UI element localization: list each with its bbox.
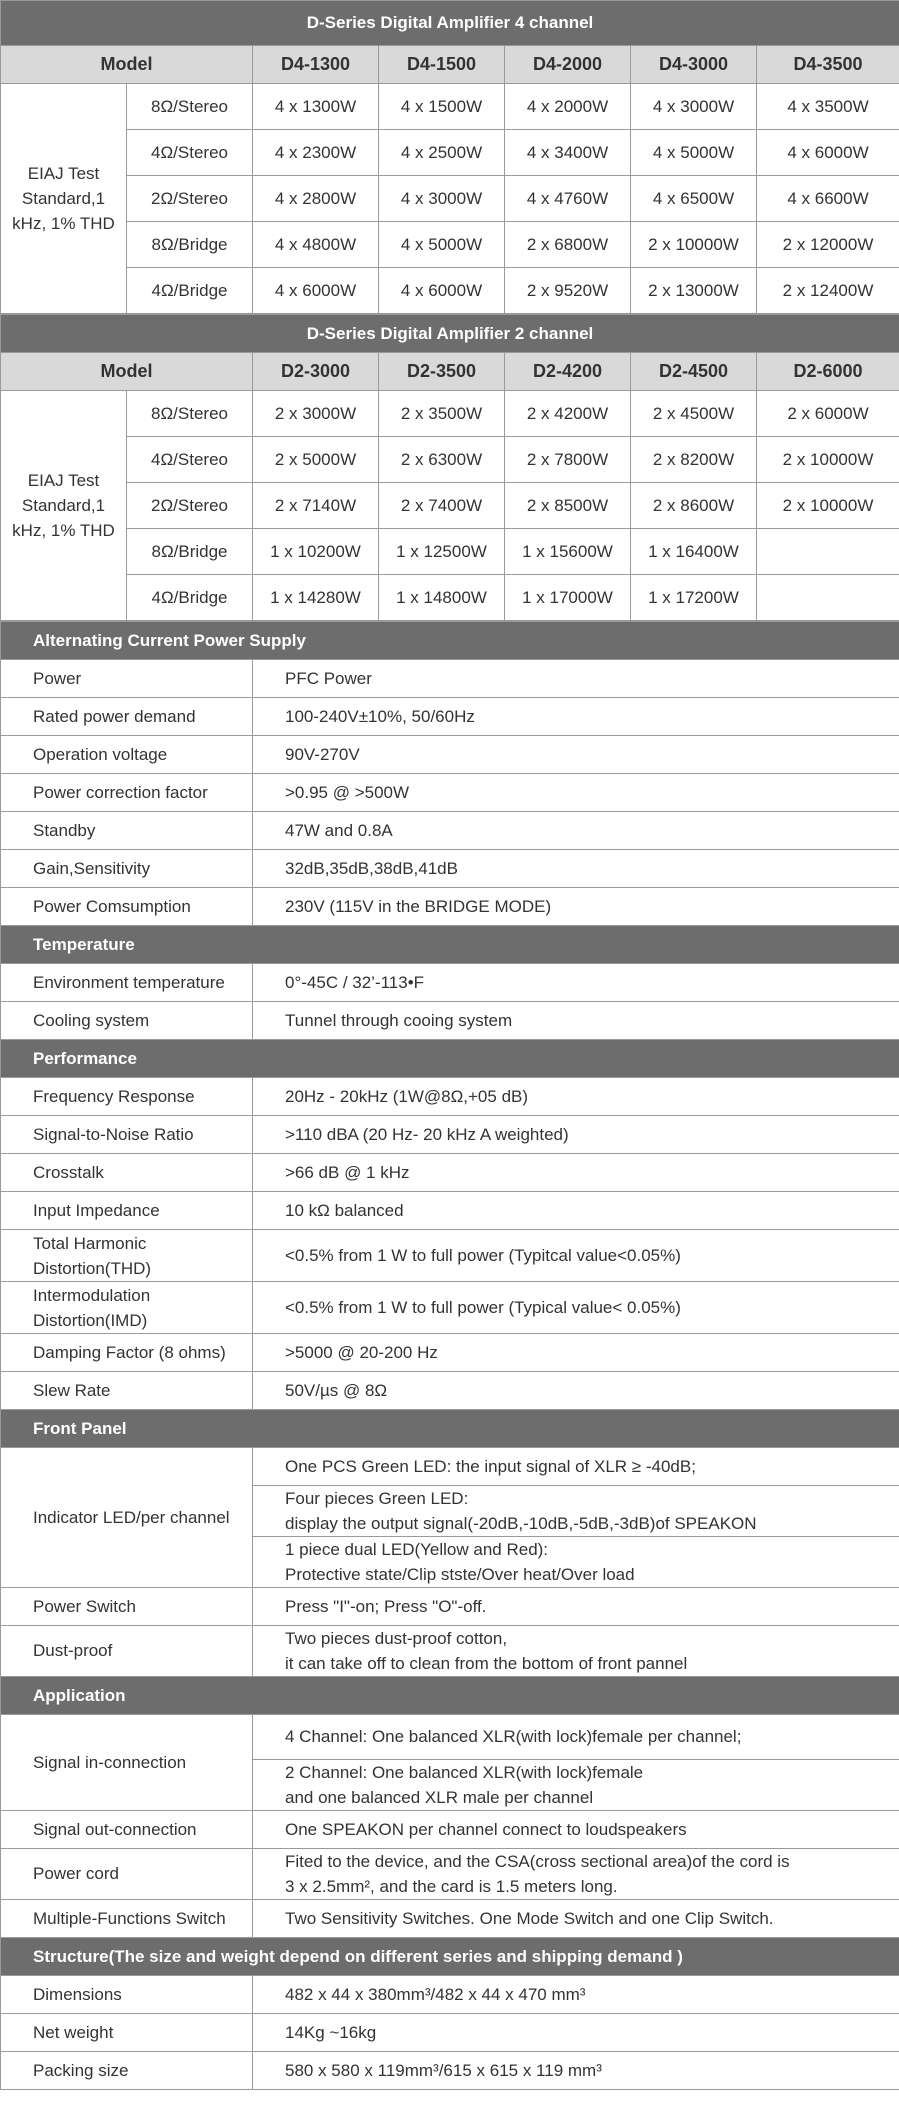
test-standard-label: EIAJ Test Standard,1 kHz, 1% THD xyxy=(1,84,127,314)
spec-key: Environment temperature xyxy=(1,964,253,1002)
spec-key: Damping Factor (8 ohms) xyxy=(1,1334,253,1372)
model-header: D2-4500 xyxy=(631,353,757,391)
power-cell: 2 x 3000W xyxy=(253,391,379,437)
spec-value: 100-240V±10%, 50/60Hz xyxy=(253,698,899,736)
spec-value: 47W and 0.8A xyxy=(253,812,899,850)
spec-key: Slew Rate xyxy=(1,1372,253,1410)
power-cell: 1 x 17000W xyxy=(505,575,631,621)
power-cell: 2 x 12000W xyxy=(757,222,899,268)
spec-value: Press "I"-on; Press "O"-off. xyxy=(253,1588,899,1626)
power-cell: 4 x 2300W xyxy=(253,130,379,176)
model-header: D2-6000 xyxy=(757,353,899,391)
spec-value: 580 x 580 x 119mm³/615 x 615 x 119 mm³ xyxy=(253,2052,899,2090)
power-cell: 2 x 6000W xyxy=(757,391,899,437)
power-cell: 4 x 4760W xyxy=(505,176,631,222)
spec-key: Cooling system xyxy=(1,1002,253,1040)
power-cell: 4 x 6600W xyxy=(757,176,899,222)
spec-value: <0.5% from 1 W to full power (Typitcal value<0.05%) xyxy=(253,1230,899,1282)
power-cell: 2 x 12400W xyxy=(757,268,899,314)
spec-value: 10 kΩ balanced xyxy=(253,1192,899,1230)
spec-value: 14Kg ~16kg xyxy=(253,2014,899,2052)
spec-key: Signal-to-Noise Ratio xyxy=(1,1116,253,1154)
mode-label: 2Ω/Stereo xyxy=(127,483,253,529)
spec-value: 90V-270V xyxy=(253,736,899,774)
section-temperature-title: Temperature xyxy=(1,926,899,964)
spec-key: Rated power demand xyxy=(1,698,253,736)
power-cell: 4 x 5000W xyxy=(379,222,505,268)
power-cell: 2 x 6300W xyxy=(379,437,505,483)
power-cell: 2 x 10000W xyxy=(631,222,757,268)
spec-value: One PCS Green LED: the input signal of XLR ≥ -40dB; xyxy=(253,1448,899,1486)
spec-key: Power Comsumption xyxy=(1,888,253,926)
power-cell: 1 x 15600W xyxy=(505,529,631,575)
mode-label: 4Ω/Bridge xyxy=(127,268,253,314)
power-cell: 2 x 4500W xyxy=(631,391,757,437)
mode-label: 2Ω/Stereo xyxy=(127,176,253,222)
amp4-table xyxy=(0,0,899,314)
spec-value: 50V/µs @ 8Ω xyxy=(253,1372,899,1410)
power-cell: 2 x 8500W xyxy=(505,483,631,529)
spec-value: Two Sensitivity Switches. One Mode Switch and one Clip Switch. xyxy=(253,1900,899,1938)
section-application-title: Application xyxy=(1,1677,899,1715)
power-cell: 4 x 6500W xyxy=(631,176,757,222)
power-cell: 1 x 17200W xyxy=(631,575,757,621)
spec-value: >66 dB @ 1 kHz xyxy=(253,1154,899,1192)
spec-key: Input Impedance xyxy=(1,1192,253,1230)
power-cell: 2 x 6800W xyxy=(505,222,631,268)
power-cell: 2 x 4200W xyxy=(505,391,631,437)
power-cell: 2 x 10000W xyxy=(757,483,899,529)
spec-key: Multiple-Functions Switch xyxy=(1,1900,253,1938)
spec-key: Intermodulation Distortion(IMD) xyxy=(1,1282,253,1334)
spec-value: Fited to the device, and the CSA(cross sectional area)of the cord is 3 x 2.5mm², and the card is 1.5 meters long. xyxy=(253,1849,899,1900)
power-cell: 4 x 2500W xyxy=(379,130,505,176)
spec-key: Total Harmonic Distortion(THD) xyxy=(1,1230,253,1282)
mode-label: 8Ω/Stereo xyxy=(127,391,253,437)
power-cell: 4 x 5000W xyxy=(631,130,757,176)
power-cell: 2 x 7800W xyxy=(505,437,631,483)
spec-value: 32dB,35dB,38dB,41dB xyxy=(253,850,899,888)
spec-value: Four pieces Green LED: display the output signal(-20dB,-10dB,-5dB,-3dB)of SPEAKON xyxy=(253,1486,899,1537)
power-cell: 1 x 12500W xyxy=(379,529,505,575)
power-cell: 4 x 3000W xyxy=(631,84,757,130)
test-standard-label: EIAJ Test Standard,1 kHz, 1% THD xyxy=(1,391,127,621)
spec-value: >0.95 @ >500W xyxy=(253,774,899,812)
power-cell xyxy=(757,529,899,575)
power-cell: 2 x 5000W xyxy=(253,437,379,483)
spec-value: >110 dBA (20 Hz- 20 kHz A weighted) xyxy=(253,1116,899,1154)
power-cell: 2 x 9520W xyxy=(505,268,631,314)
mode-label: 4Ω/Stereo xyxy=(127,130,253,176)
spec-value: 0°-45C / 32’-113•F xyxy=(253,964,899,1002)
power-cell: 2 x 8600W xyxy=(631,483,757,529)
spec-key: Net weight xyxy=(1,2014,253,2052)
mode-label: 4Ω/Stereo xyxy=(127,437,253,483)
mode-label: 4Ω/Bridge xyxy=(127,575,253,621)
spec-key: Packing size xyxy=(1,2052,253,2090)
power-cell: 4 x 2800W xyxy=(253,176,379,222)
spec-value: 482 x 44 x 380mm³/482 x 44 x 470 mm³ xyxy=(253,1976,899,2014)
spec-value: >5000 @ 20-200 Hz xyxy=(253,1334,899,1372)
power-cell: 2 x 3500W xyxy=(379,391,505,437)
power-cell: 4 x 6000W xyxy=(757,130,899,176)
spec-key: Indicator LED/per channel xyxy=(1,1448,253,1588)
mode-label: 8Ω/Bridge xyxy=(127,529,253,575)
power-cell: 2 x 13000W xyxy=(631,268,757,314)
section-ac-title: Alternating Current Power Supply xyxy=(1,622,899,660)
power-cell: 1 x 14800W xyxy=(379,575,505,621)
power-cell: 4 x 3400W xyxy=(505,130,631,176)
power-cell: 1 x 16400W xyxy=(631,529,757,575)
model-header: D4-3500 xyxy=(757,46,899,84)
power-cell: 2 x 10000W xyxy=(757,437,899,483)
spec-value: 2 Channel: One balanced XLR(with lock)female and one balanced XLR male per channel xyxy=(253,1760,899,1811)
section-front-panel-title: Front Panel xyxy=(1,1410,899,1448)
model-header: D4-2000 xyxy=(505,46,631,84)
model-header: D2-3000 xyxy=(253,353,379,391)
spec-value: 230V (115V in the BRIDGE MODE) xyxy=(253,888,899,926)
amp2-title: D-Series Digital Amplifier 2 channel xyxy=(1,315,899,353)
power-cell: 4 x 1500W xyxy=(379,84,505,130)
spec-table xyxy=(0,621,899,2090)
spec-key: Gain,Sensitivity xyxy=(1,850,253,888)
spec-key: Power xyxy=(1,660,253,698)
spec-value: PFC Power xyxy=(253,660,899,698)
power-cell: 1 x 14280W xyxy=(253,575,379,621)
power-cell xyxy=(757,575,899,621)
section-structure-title: Structure(The size and weight depend on different series and shipping demand ) xyxy=(1,1938,899,1976)
model-header: D4-3000 xyxy=(631,46,757,84)
spec-key: Frequency Response xyxy=(1,1078,253,1116)
spec-value: <0.5% from 1 W to full power (Typical value< 0.05%) xyxy=(253,1282,899,1334)
power-cell: 4 x 6000W xyxy=(253,268,379,314)
spec-value: One SPEAKON per channel connect to loudspeakers xyxy=(253,1811,899,1849)
power-cell: 4 x 1300W xyxy=(253,84,379,130)
spec-key: Signal out-connection xyxy=(1,1811,253,1849)
spec-key: Operation voltage xyxy=(1,736,253,774)
power-cell: 2 x 7400W xyxy=(379,483,505,529)
power-cell: 4 x 6000W xyxy=(379,268,505,314)
spec-value: Tunnel through cooing system xyxy=(253,1002,899,1040)
power-cell: 4 x 3000W xyxy=(379,176,505,222)
model-header: D2-3500 xyxy=(379,353,505,391)
amp2-table xyxy=(0,314,899,621)
spec-key: Standby xyxy=(1,812,253,850)
power-cell: 2 x 8200W xyxy=(631,437,757,483)
model-header: D4-1300 xyxy=(253,46,379,84)
power-cell: 2 x 7140W xyxy=(253,483,379,529)
power-cell: 4 x 4800W xyxy=(253,222,379,268)
section-performance-title: Performance xyxy=(1,1040,899,1078)
spec-value: 20Hz - 20kHz (1W@8Ω,+05 dB) xyxy=(253,1078,899,1116)
spec-key: Dust-proof xyxy=(1,1626,253,1677)
power-cell: 4 x 3500W xyxy=(757,84,899,130)
power-cell: 4 x 2000W xyxy=(505,84,631,130)
mode-label: 8Ω/Stereo xyxy=(127,84,253,130)
spec-key: Power correction factor xyxy=(1,774,253,812)
spec-key: Dimensions xyxy=(1,1976,253,2014)
model-label: Model xyxy=(1,46,253,84)
spec-key: Signal in-connection xyxy=(1,1715,253,1811)
model-label: Model xyxy=(1,353,253,391)
spec-value: Two pieces dust-proof cotton, it can take off to clean from the bottom of front pannel xyxy=(253,1626,899,1677)
model-header: D4-1500 xyxy=(379,46,505,84)
spec-value: 4 Channel: One balanced XLR(with lock)female per channel; xyxy=(253,1715,899,1760)
power-cell: 1 x 10200W xyxy=(253,529,379,575)
mode-label: 8Ω/Bridge xyxy=(127,222,253,268)
spec-value: 1 piece dual LED(Yellow and Red): Protective state/Clip stste/Over heat/Over load xyxy=(253,1537,899,1588)
model-header: D2-4200 xyxy=(505,353,631,391)
spec-key: Power Switch xyxy=(1,1588,253,1626)
amp4-title: D-Series Digital Amplifier 4 channel xyxy=(1,1,899,46)
spec-key: Crosstalk xyxy=(1,1154,253,1192)
spec-key: Power cord xyxy=(1,1849,253,1900)
